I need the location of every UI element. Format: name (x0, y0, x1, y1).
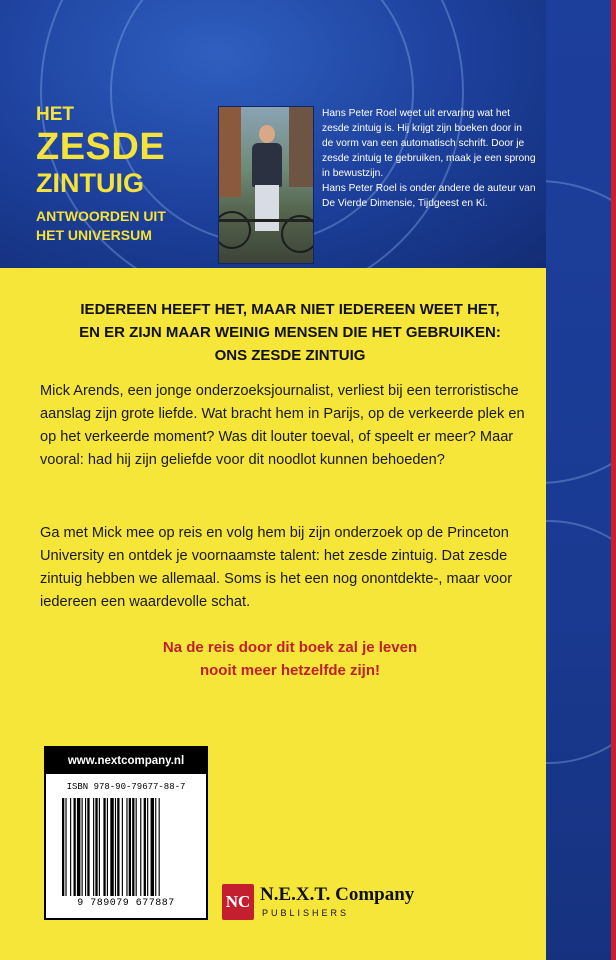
blue-side-strip (546, 0, 616, 960)
author-bio (322, 106, 536, 211)
author-bio-paragraph: Hans Peter Roel is onder andere de auteur van De Vierde Dimensie, Tijdgeest en Ki. (322, 183, 536, 209)
lead-line: EN ER ZIJN MAAR WEINIG MENSEN DIE HET GEBRUIKEN: (79, 324, 501, 341)
closing-line: nooit meer hetzelfde zijn! (199, 662, 380, 679)
publisher-name: N.E.X.T. Company (260, 884, 415, 905)
ean-digits: 9 789079 677887 (77, 898, 175, 909)
isbn-number: ISBN 978-90-79677-88-7 (66, 782, 186, 792)
publisher-url: www.nextcompany.nl (46, 748, 206, 774)
lead-line: ONS ZESDE ZINTUIG (214, 347, 366, 364)
author-bio-paragraph: Hans Peter Roel weet uit ervaring wat het zesde zintuig is. Hij krijgt zijn boeken door in de vorm van een automatisch schrift. Door je zesde zintuig te gebruiken, maak je een sprong in bewustzijn. (322, 108, 536, 179)
blurb-paragraph: Mick Arends, een jonge onderzoeksjournalist, verliest bij een terroristische aanslag zijn grote liefde. Wat bracht hem in Parijs, op de verkeerde plek en op het verkeerde moment? Was dit louter toeval, of speelt er meer? Maar vooral: had hij zijn geliefde voor dit noodlot kunnen behoeden? (40, 383, 525, 468)
publisher-logo-icon: NC (222, 884, 254, 920)
title-line-zintuig: ZINTUIG (36, 168, 144, 198)
barcode-bars (60, 798, 192, 896)
closing-line: Na de reis door dit boek zal je leven (162, 639, 418, 656)
closing-tagline (40, 636, 540, 682)
title-line-zesde: ZESDE (36, 126, 166, 168)
author-photo (218, 106, 314, 264)
title-line-het: HET (36, 104, 74, 125)
top-blue-band (0, 0, 546, 268)
barcode-box (44, 746, 208, 920)
lead-line: IEDEREEN HEEFT HET, MAAR NIET IEDEREEN WEET HET, (80, 301, 500, 318)
publisher-subtitle: PUBLISHERS (262, 908, 350, 918)
lead-statement (40, 298, 540, 367)
blurb-paragraph: Ga met Mick mee op reis en volg hem bij zijn onderzoek op de Princeton University en ontdek je voornaamste talent: het zesde zintuig. Dat zesde zintuig hebben we allemaal. Soms is het een nog onontdekte-, maar voor iedereen een waardevolle schat. (40, 525, 513, 610)
book-subtitle: ANTWOORDEN UIT HET UNIVERSUM (36, 208, 166, 243)
